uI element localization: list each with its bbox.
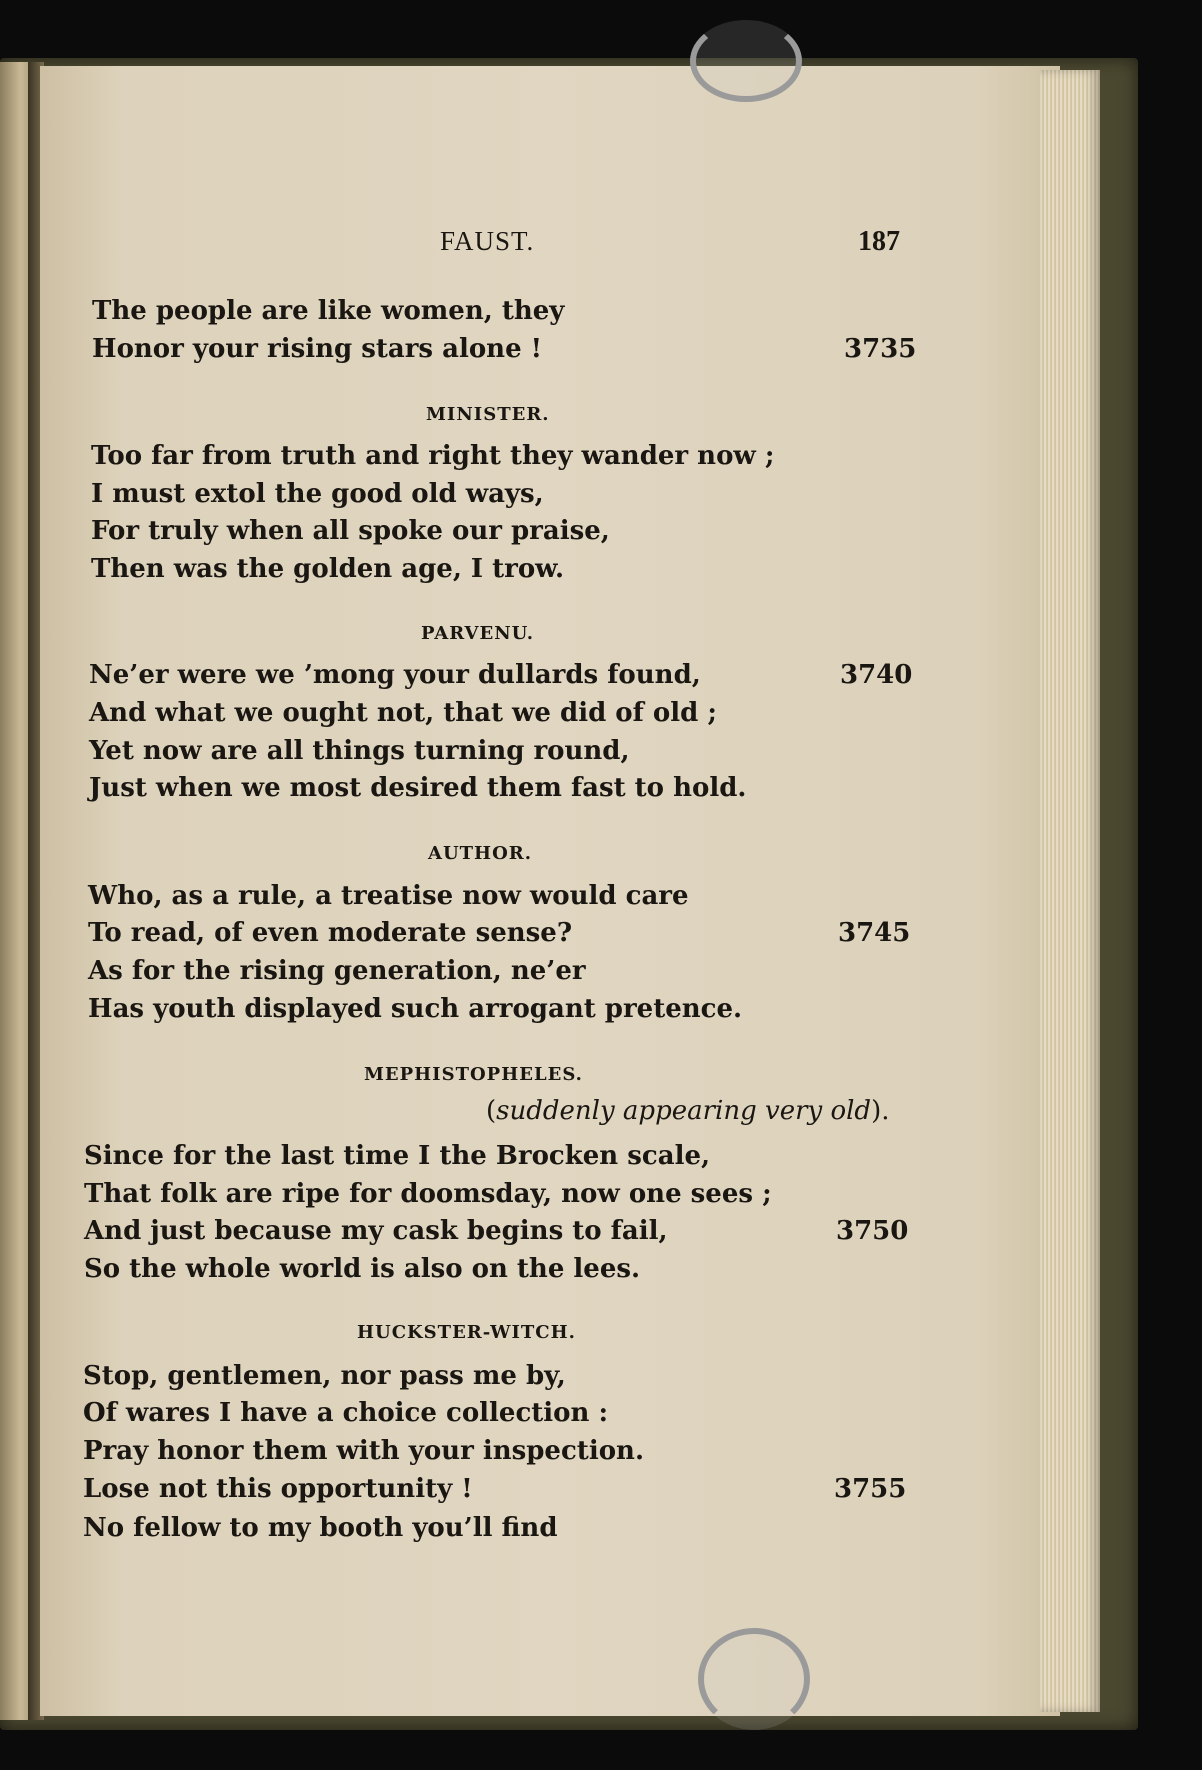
running-title: FAUST. [440,226,535,256]
verse-line: As for the rising generation, ne’er [88,956,586,986]
verse-line: Has youth displayed such arrogant pretence. [88,994,743,1024]
speaker-heading-mephistopheles: MEPHISTOPHELES. [364,1064,583,1085]
verse-line: I must extol the good old ways, [91,479,544,509]
stage-direction: (suddenly appearing very old). [486,1096,890,1126]
verse-line: Ne’er were we ’mong your dullards found, [89,660,701,690]
verse-line: Too far from truth and right they wander now ; [91,441,775,471]
speaker-heading-minister: MINISTER. [426,404,550,425]
verse-line: So the whole world is also on the lees. [84,1254,641,1284]
verse-line: Lose not this opportunity ! [83,1474,473,1504]
line-number: 3745 [838,918,911,948]
verse-line: Honor your rising stars alone ! [92,334,543,364]
speaker-heading-parvenu: PARVENU. [421,623,534,644]
verse-line: That folk are ripe for doomsday, now one sees ; [84,1179,772,1209]
verse-line: Since for the last time I the Brocken scale, [84,1141,711,1171]
verse-line: No fellow to my booth you’ll find [83,1513,558,1543]
speaker-heading-huckster-witch: HUCKSTER-WITCH. [357,1322,576,1343]
verse-line: And what we ought not, that we did of old ; [89,698,717,728]
verse-line: Who, as a rule, a treatise now would care [88,881,689,911]
verse-line: Stop, gentlemen, nor pass me by, [83,1361,566,1391]
line-number: 3735 [844,334,917,364]
line-number: 3755 [834,1474,907,1504]
line-number: 3740 [840,660,913,690]
verse-line: And just because my cask begins to fail, [84,1216,668,1246]
verse-line: The people are like women, they [92,296,565,326]
verse-line: To read, of even moderate sense? [88,918,573,948]
verse-line: For truly when all spoke our praise, [91,516,610,546]
page-number: 187 [858,226,900,257]
verse-line: Just when we most desired them fast to hold. [89,773,747,803]
speaker-heading-author: AUTHOR. [428,843,532,864]
verse-line: Yet now are all things turning round, [89,736,630,766]
verse-line: Pray honor them with your inspection. [83,1436,644,1466]
verse-line: Of wares I have a choice collection : [83,1398,609,1428]
verse-line: Then was the golden age, I trow. [91,554,565,584]
line-number: 3750 [836,1216,909,1246]
